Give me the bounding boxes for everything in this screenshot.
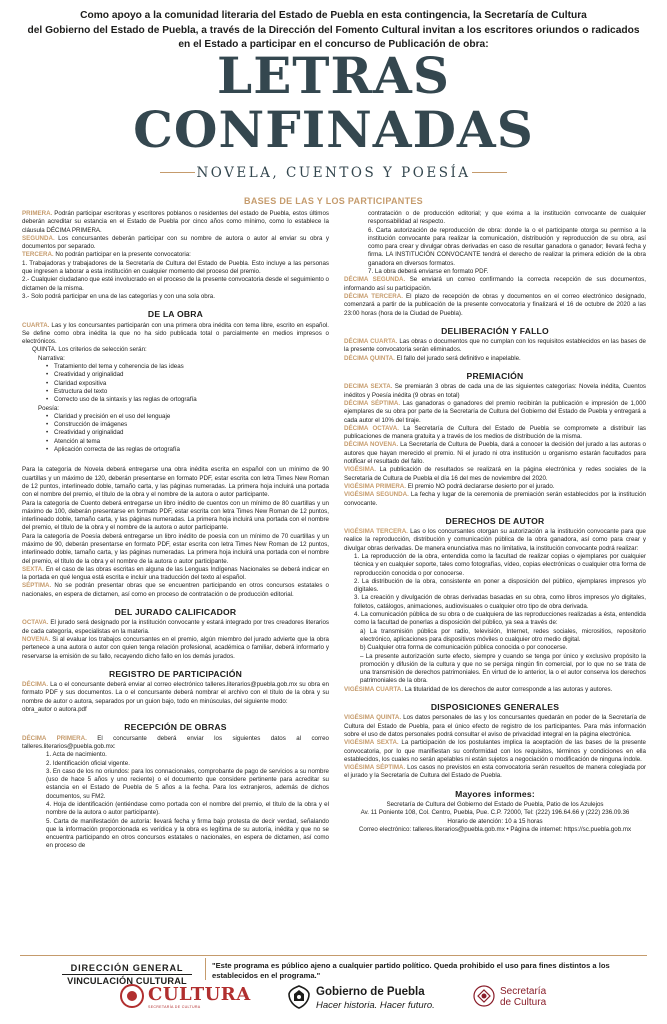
intro-line: en el Estado a participar en el concurso de Publicación de obra:: [178, 39, 489, 50]
list-item: 4. La comunicación pública de su obra o de cualquiera de las reproducciones realizadas a ésta, entendida como la facultad de ponerlas a disposición del público, ya sea a través de:: [354, 611, 646, 627]
gobierno-puebla-logo: [286, 984, 435, 1012]
informes-line: Av. 11 Poniente 108, Col. Centro, Puebla, Pue. C.P. 72000, Tel: (222) 196.64.66 y (222) 236.09.36: [360, 809, 630, 817]
clause-decima-cuarta: DÉCIMA CUARTA. Las obras o documentos que no cumplan con los requisitos establecidos en las bases de la presente convocatoria serán eliminados.: [344, 338, 646, 354]
informes-line: Horario de atención: 10 a 15 horas: [447, 817, 543, 825]
list-item: • Aplicación correcta de las reglas de ortografía: [22, 446, 329, 454]
direccion-line-2: VINCULACIÓN CULTURAL: [62, 974, 192, 986]
clause-decima-tercera: DÉCIMA TERCERA. El plazo de recepción de obras y documentos en el correo electrónico designado, comenzará a partir de la publicación de la presente convocatoria y finalizará el 16 de octubre de 2020 a las 23:00 horas (hora de la Ciudad de Puebla).: [344, 292, 646, 317]
cultura-logo-subtext: SECRETARÍA DE CULTURA: [148, 1005, 201, 1009]
contest-subtitle: NOVELA, CUENTOS Y POESÍA: [196, 165, 471, 181]
list-item: 7. La obra deberá enviarse en formato PDF.: [368, 268, 489, 276]
list-item: • Correcto uso de la sintaxis y las reglas de ortografía: [22, 396, 329, 404]
list-item: 1. Acta de nacimiento.: [46, 751, 107, 759]
secretaria-logo-line-2: de Cultura: [500, 997, 547, 1008]
list-item: 6. Carta autorización de reproducción de obra: donde la o el participante otorga su permiso a la institución convocante para realizar la comunicación, distribución y reproducción de su obra, así como para crear y divulgar obras derivadas en caso de resultar ganadora o ganador; llevará fecha y firma. LA INSTITUCIÓN CONVOCANTE tendrá el derecho de realizar la primera edición de la obra ganadora en diversos formatos.: [368, 226, 646, 267]
clause-decima-sexta: DECIMA SEXTA. Se premiarán 3 obras de cada una de las siguientes categorías: Novela inédita, Cuentos inéditos y Poesía inédita (9 obras en total): [344, 383, 646, 399]
clause-vigesima-cuarta: VIGÉSIMA CUARTA. La titularidad de los derechos de autor corresponde a las autoras y autores.: [344, 685, 613, 693]
clause-decima-septima: DÉCIMA SÉPTIMA. Las ganadoras o ganadores del premio recibirán la publicación e impresión de 1,000 ejemplares de su obra por parte de la Secretaría de Cultura del Gobierno del Estado de Puebla y entregará a cada autor el 10% del tiraje.: [344, 399, 646, 424]
clause-quinta: QUINTA. Los criterios de selección serán:: [32, 346, 147, 354]
cultura-emblem-icon: [120, 984, 144, 1008]
list-item: • Construcción de imágenes: [22, 421, 329, 429]
clause-vigesima-septima: VIGÉSIMA SÉPTIMA. Los casos no previstos en esta convocatoria serán resueltos de manera colegiada por el jurado y la Secretaría de Cultura del Estado de Puebla.: [344, 764, 647, 780]
direccion-general: [62, 963, 192, 986]
clause-sexta: SEXTA. En el caso de las obras escritas en alguna de las Lenguas Indígenas Nacionales se deberá indicar en la portada en qué lengua está escrita e incluir una traducción del texto al español.: [22, 565, 329, 582]
section-heading-disposiciones: DISPOSICIONES GENERALES: [430, 702, 560, 713]
category-novela: Para la categoría de Novela deberá entregarse una obra inédita escrita en español con un mínimo de 90 cuartillas y un máximo de 120, deberán presentarse en formato PDF, estar escrita con letra Times New Roman de 12 puntos, interlineado doble, tamaño carta, y las páginas numeradas. La primera hoja incluirá una portada con el nombre del premio, el título de la obra y el nombre de la autora o autor participante.: [22, 466, 329, 499]
criteria-label-poesia: Poesía:: [38, 404, 59, 412]
clause-segunda: SEGUNDA. Los concursantes deberán participar con su nombre de autora o autor al enviar su obra y documentos por separado.: [22, 234, 329, 251]
clause-primera: PRIMERA. Podrán participar escritoras y escritores poblanos o residentes del estado de Puebla, estos últimos deberán acreditar su estancia en el Estado de Puebla por cinco años como mínimo, como lo establece la cláusula DÉCIMA PRIMERA.: [22, 210, 329, 234]
clause-decima-octava: DÉCIMA OCTAVA. La Secretaría de Cultura del Estado de Puebla se compromete a distribuir las publicaciones de manera gratuita y a través de los medios de distribución de la misma.: [344, 424, 647, 441]
informes-contact: Correo electrónico: talleres.literarios@puebla.gob.mx • Página de internet: https://sc.puebla.gob.mx: [358, 825, 632, 833]
secretaria-logo-text: [500, 986, 580, 1008]
list-item: 3. La creación y divulgación de obras derivadas basadas en su obra, como libros impresos y/o digitales, folletos, catálogos, animaciones, audiovisuales o cualquier otro tipo de obra derivada.: [354, 594, 646, 610]
criteria-label-narrativa: Narrativa:: [38, 354, 65, 362]
list-item: 2. Identificación oficial vigente.: [46, 759, 130, 767]
clause-decima-quinta: DÉCIMA QUINTA. El fallo del jurado será definitivo e inapelable.: [344, 354, 521, 362]
intro-line: Como apoyo a la comunidad literaria del Estado de Puebla en esta contingencia, la Secretaría de Cultura: [80, 10, 587, 21]
section-heading-premiacion: PREMIACIÓN: [466, 371, 524, 382]
list-item: 3. En caso de los no oriundos: para los connacionales, comprobante de pago de servicios a su nombre (uso de hace 5 años y uno reciente) o el documento que considere pertinente para acreditar su estancia en el Estado de Puebla de 5 años a la fecha. Para los extranjeros, además de dichos documentos, su FM2.: [46, 767, 329, 800]
section-heading-derechos: DERECHOS DE AUTOR: [445, 515, 545, 526]
clause-decima-primera: DÉCIMA PRIMERA. El concursante deberá enviar los siguientes datos al correo talleres.literarios@puebla.gob.mx:: [22, 734, 329, 750]
list-item: • Tratamiento del tema y coherencia de las ideas: [22, 363, 329, 371]
clause-vigesima-tercera: VIGÉSIMA TERCERA. Las o los concursantes otorgan su autorización a la institución convocante para que realice la reproducción, distribución y comunicación pública de la obra ganadora, así como para crear y divulgar obras derivadas. De manera enunciativa mas no limitativa, la institución convocante podrá realizar:: [344, 528, 646, 552]
list-item: • Creatividad y originalidad: [22, 371, 329, 379]
title-line-1: LETRAS: [217, 46, 450, 105]
list-item: • Claridad expositiva: [22, 380, 329, 388]
list-item: 3.- Solo podrá participar en una de las categorías y con una sola obra.: [22, 292, 215, 300]
puebla-shield-icon: [286, 984, 312, 1010]
list-item: • Atención al tema: [22, 438, 329, 446]
clause-novena: NOVENA. Si al evaluar los trabajos concursantes en el premio, algún miembro del jurado advierte que la obra pertenece a una autora o autor con quien tenga relación profesional, académica o familiar, deberá informarlo y reservarse la emisión de su fallo, recayendo dicho fallo en los demás jurados.: [22, 635, 329, 660]
list-item: 5. Carta de manifestación de autoría: llevará fecha y firma bajo protesta de decir verdad, señalando que la información proporcionada es verídica y la obra es legítima de su autoría, inédita y que no se encuentra participando en otros concursos estatales o nacionales, en espera de dictamen, así como en proceso de: [46, 817, 329, 850]
list-item: 1. Trabajadoras y trabajadores de la Secretaría de Cultura del Estado de Puebla. Esto incluye a las personas que ingresen a laborar a esta institución en cualquier momento del proceso del premio.: [22, 259, 329, 276]
section-heading-jurado: DEL JURADO CALIFICADOR: [114, 607, 237, 618]
clause-octava: OCTAVA. El jurado será designado por la institución convocante y estará integrado por tres creadores literarios de cada categoría, especialistas en la materia.: [22, 619, 329, 635]
list-item: • Creatividad y originalidad: [22, 429, 329, 437]
clause-vigesima-sexta: VIGÉSIMA SEXTA. La participación de los postulantes implica la aceptación de las bases de la presente convocatoria, por lo que manifiestan su conformidad con los requisitos, términos y condiciones en ella establecidos, los cuales no serán apelables ni están sujetos a negociación o modificación de ninguna índole.: [344, 739, 646, 763]
left-column: [22, 210, 329, 851]
right-column: [344, 210, 646, 834]
legal-notice: "Este programa es público ajeno a cualquier partido político. Queda prohibido el uso para fines distintos a los establecidos en el programa.": [212, 961, 610, 980]
clause-cuarta: CUARTA. Las y los concursantes participarán con una primera obra inédita con tema libre, escrito en español. Se define como obra inédita la que no ha sido publicada total o parcialmente en medios impresos o electrónicos.: [22, 321, 329, 346]
secretaria-emblem-icon: [472, 984, 496, 1008]
footer-divider: [20, 955, 647, 956]
section-heading-deliberacion: DELIBERACIÓN Y FALLO: [441, 325, 549, 336]
list-item: 4. Hoja de identificación (entiéndase como portada con el nombre del premio, el título de la obra y el nombre de la autora o autor participante).: [46, 801, 329, 817]
category-poesia: Para la categoría de Poesía deberá entregarse un libro inédito de poesía con un mínimo de 70 cuartillas y un máximo de 90, deberán presentarse en formato PDF, estar escrita con letra Times New Roman de 12 puntos, interlineado doble, tamaño carta, y las páginas numeradas. La primera hoja incluirá una portada con el nombre del premio, el título de la obra y el nombre de la autora o autor participante.: [22, 532, 329, 565]
list-subitem: b) Cualquier otra forma de comunicación pública conocida o por conocerse.: [360, 644, 568, 652]
clause-decima: DÉCIMA. La o el concursante deberá enviar al correo electrónico talleres.literarios@puebla.gob.mx su obra en formato PDF y sus documentos. La o el concursante deberá nombrar el archivo con el título de la obra y su nombre de autor o autora, separados por un guion bajo, todo en minúsculas, del siguiente modo:: [22, 681, 329, 705]
filename-example: obra_autor o autora.pdf: [22, 706, 87, 714]
list-subitem: – La presente autorización surte efecto, siempre y cuando se tenga por único y exclusivo propósito la promoción y difusión de la cultura y que no se persiga ningún fin comercial, por lo que no se trata de una transmisión de derechos patrimoniales. En virtud de lo anterior, la o el autor conserva los derechos patrimoniales de la obra.: [360, 652, 646, 685]
direccion-line-1: DIRECCIÓN GENERAL: [70, 963, 184, 973]
section-heading-registro: REGISTRO DE PARTICIPACIÓN: [108, 668, 243, 679]
gobierno-logo-text: Gobierno de Puebla: [316, 986, 425, 998]
clause-vigesima: VIGÉSIMA. La publicación de resultados se realizará en la página electrónica y redes sociales de la Secretaría de Cultura de Puebla el día 16 del mes de noviembre del 2020.: [344, 466, 646, 482]
clause-vigesima-segunda: VIGÉSIMA SEGUNDA. La fecha y lugar de la ceremonia de premiación serán establecidos por la institución convocante.: [344, 491, 646, 507]
secretaria-logo-line-1: Secretaría: [500, 986, 547, 997]
clause-decima-segunda: DÉCIMA SEGUNDA. Se enviará un correo confirmando la correcta recepción de sus documentos, informando así su participación.: [344, 276, 646, 292]
informes-heading: Mayores informes:: [455, 788, 535, 799]
section-heading-obra: DE LA OBRA: [147, 309, 204, 320]
gobierno-logo-slogan: Hacer historia. Hacer futuro.: [316, 1000, 435, 1011]
list-item-continued: contratación o de producción editorial; y que exima a la institución convocante de cualquier responsabilidad al respecto.: [368, 210, 646, 226]
title-line-2: CONFINADAS: [133, 100, 534, 159]
clause-tercera: TERCERA. No podrán participar en la presente convocatoria:: [22, 251, 191, 259]
clause-vigesima-quinta: VIGÉSIMA QUINTA. Los datos personales de las y los concursantes quedarán en poder de la Secretaría de Cultura del Estado de Puebla, para el único efecto de registro de los participantes. Para más información sobre el uso de datos personales podrá consultar el aviso de privacidad integral en la página electrónica.: [344, 714, 646, 738]
section-heading-recepcion: RECEPCIÓN DE OBRAS: [124, 722, 227, 733]
list-item: • Estructura del texto: [22, 388, 329, 396]
bases-heading: BASES DE LAS Y LOS PARTICIPANTES: [244, 196, 423, 206]
clause-decima-novena: DÉCIMA NOVENA. La Secretaría de Cultura de Puebla, dará a conocer la decisión del jurado a las autoras o autores que hayan merecido el premio. Ni el jurado ni otra institución u organismo estarán facultados para notificar el resultado del fallo.: [344, 441, 646, 466]
list-item: 1. La reproducción de la obra, entendida como la facultad de realizar copias o ejemplares por cualquier técnica y en cualquier soporte, tales como fotografías, vídeo, copias electrónicas o cualquier otra forma de reproducción conocida o por conocerse.: [354, 552, 646, 577]
secretaria-cultura-logo: [472, 984, 582, 1012]
list-item: 2.- Cualquier ciudadano que esté involucrado en el proceso de la presente convocatoria desde el seguimiento o dictamen de la misma.: [22, 276, 329, 292]
category-cuento: Para la categoría de Cuento deberá entregarse un libro inédito de cuentos con un mínimo de 80 cuartillas y un máximo de 100, deberán presentarse en formato PDF, estar escrita con letra Times New Roman de 12 puntos, interlineado doble, tamaño carta, y las páginas numeradas. La primera hoja incluirá una portada con el nombre del premio, el título de la obra y el nombre de la autora o autor participante.: [22, 499, 329, 532]
informes-line: Secretaría de Cultura del Gobierno del Estado de Puebla, Patio de los Azulejos: [386, 801, 604, 808]
list-item: • Claridad y precisión en el uso del lenguaje: [22, 413, 329, 421]
footer-separator: [205, 958, 206, 980]
cultura-logo-text: CULTURA: [148, 984, 251, 1005]
intro-line: del Gobierno del Estado de Puebla, a través de la Dirección del Fomento Cultural invitan a los escritores oriundos o radicados: [27, 24, 640, 36]
list-subitem: a) La transmisión pública por radio, televisión, Internet, redes sociales, micrositios, repositorio electrónico, aplicaciones para dispositivos móviles o cualquier otro medio digital.: [360, 627, 646, 643]
clause-septima: SÉPTIMA. No se podrán presentar obras que se encuentren participando en otros concursos estatales o nacionales, en espera de dictamen, así como en proceso de contratación o de producción editorial.: [22, 582, 329, 598]
list-item: 2. La distribución de la obra, consistente en poner a disposición del público, ejemplares impresos y/o digitales.: [354, 577, 646, 594]
clause-vigesima-primera: VIGÉSIMA PRIMERA. El premio NO podrá declararse desierto por el jurado.: [344, 482, 555, 490]
cultura-logo: [120, 984, 251, 1010]
